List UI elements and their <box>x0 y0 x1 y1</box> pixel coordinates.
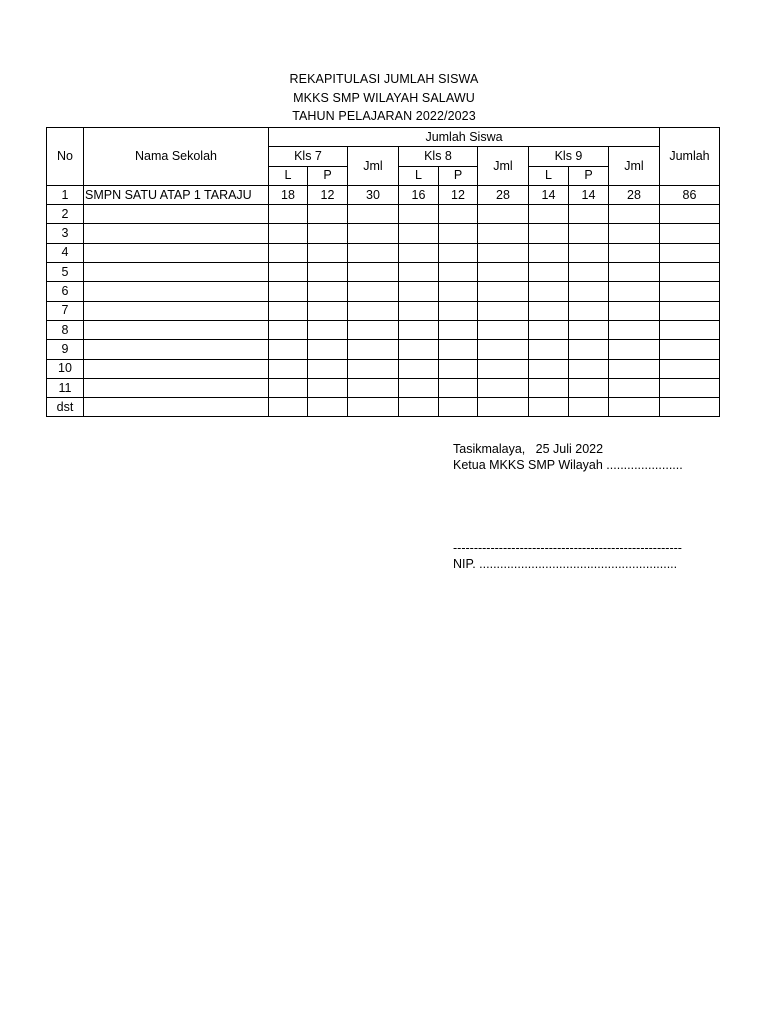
cell-kls7-p <box>308 398 348 417</box>
signature-line: ------------------------------------------------------- <box>453 541 682 555</box>
cell-kls7-p <box>308 301 348 320</box>
cell-kls8-jml <box>478 340 529 359</box>
cell-kls8-p <box>439 301 478 320</box>
table-row <box>47 378 720 397</box>
cell-no: 3 <box>47 224 84 243</box>
document-title <box>0 70 768 126</box>
cell-kls7-l <box>269 340 308 359</box>
cell-kls8-p <box>439 205 478 224</box>
cell-jumlah <box>660 340 720 359</box>
cell-kls9-l <box>529 282 569 301</box>
cell-kls8-l <box>399 301 439 320</box>
cell-kls7-p <box>308 340 348 359</box>
table-row <box>47 205 720 224</box>
cell-jumlah <box>660 205 720 224</box>
cell-kls9-l <box>529 340 569 359</box>
cell-kls8-l <box>399 320 439 339</box>
cell-kls9-jml <box>609 263 660 282</box>
cell-kls7-jml <box>348 398 399 417</box>
cell-kls9-jml <box>609 282 660 301</box>
cell-jumlah <box>660 378 720 397</box>
cell-kls8-l <box>399 398 439 417</box>
cell-kls9-l <box>529 224 569 243</box>
cell-kls8-l <box>399 340 439 359</box>
signature-role: Ketua MKKS SMP Wilayah ...................... <box>453 458 683 472</box>
cell-kls7-p <box>308 320 348 339</box>
cell-kls8-l <box>399 359 439 378</box>
cell-kls8-l <box>399 243 439 262</box>
cell-kls8-jml <box>478 205 529 224</box>
cell-kls9-l <box>529 320 569 339</box>
cell-kls9-jml <box>609 243 660 262</box>
header-kls9-l: L <box>529 166 569 185</box>
cell-kls8-p: 12 <box>439 185 478 204</box>
cell-kls7-l <box>269 243 308 262</box>
cell-kls8-jml <box>478 243 529 262</box>
cell-kls7-jml <box>348 243 399 262</box>
cell-kls7-jml <box>348 378 399 397</box>
cell-no: 5 <box>47 263 84 282</box>
cell-kls8-p <box>439 320 478 339</box>
cell-kls9-jml: 28 <box>609 185 660 204</box>
title-line-2: MKKS SMP WILAYAH SALAWU <box>293 90 475 105</box>
header-jumlah: Jumlah <box>660 128 720 186</box>
cell-kls7-jml <box>348 205 399 224</box>
cell-kls7-jml <box>348 340 399 359</box>
table-row <box>47 398 720 417</box>
cell-kls8-jml <box>478 282 529 301</box>
cell-nama-sekolah <box>84 282 269 301</box>
cell-kls9-jml <box>609 340 660 359</box>
cell-kls9-l <box>529 263 569 282</box>
cell-kls7-jml <box>348 320 399 339</box>
table-row <box>47 359 720 378</box>
cell-kls8-jml <box>478 359 529 378</box>
cell-kls7-p <box>308 378 348 397</box>
cell-kls8-p <box>439 378 478 397</box>
cell-jumlah <box>660 263 720 282</box>
cell-kls8-p <box>439 243 478 262</box>
cell-kls7-jml <box>348 301 399 320</box>
cell-kls9-jml <box>609 378 660 397</box>
cell-kls7-l <box>269 320 308 339</box>
cell-kls7-l <box>269 378 308 397</box>
cell-kls8-jml: 28 <box>478 185 529 204</box>
cell-jumlah <box>660 359 720 378</box>
cell-nama-sekolah <box>84 263 269 282</box>
cell-no: 4 <box>47 243 84 262</box>
cell-kls9-l <box>529 359 569 378</box>
cell-kls9-p <box>569 263 609 282</box>
cell-nama-sekolah <box>84 205 269 224</box>
cell-kls9-jml <box>609 224 660 243</box>
cell-kls7-jml <box>348 359 399 378</box>
cell-kls9-l <box>529 378 569 397</box>
cell-kls9-p: 14 <box>569 185 609 204</box>
cell-jumlah <box>660 243 720 262</box>
cell-no: 9 <box>47 340 84 359</box>
cell-no: 11 <box>47 378 84 397</box>
header-kls8: Kls 8 <box>399 147 478 166</box>
cell-kls9-jml <box>609 320 660 339</box>
cell-jumlah <box>660 320 720 339</box>
cell-kls7-jml: 30 <box>348 185 399 204</box>
cell-kls7-l <box>269 224 308 243</box>
table-row <box>47 301 720 320</box>
cell-kls9-p <box>569 224 609 243</box>
header-kls9: Kls 9 <box>529 147 609 166</box>
cell-kls8-p <box>439 398 478 417</box>
title-line-1: REKAPITULASI JUMLAH SISWA <box>289 72 479 86</box>
cell-kls9-p <box>569 359 609 378</box>
cell-kls7-l <box>269 301 308 320</box>
cell-kls9-p <box>569 282 609 301</box>
cell-kls8-p <box>439 263 478 282</box>
header-kls9-jml: Jml <box>609 147 660 186</box>
cell-kls9-jml <box>609 301 660 320</box>
cell-kls7-l <box>269 263 308 282</box>
signature-block <box>453 441 683 473</box>
table-row <box>47 185 720 204</box>
cell-kls8-jml <box>478 378 529 397</box>
cell-kls9-jml <box>609 359 660 378</box>
cell-nama-sekolah <box>84 243 269 262</box>
cell-no: 10 <box>47 359 84 378</box>
cell-kls8-l <box>399 263 439 282</box>
cell-nama-sekolah <box>84 301 269 320</box>
cell-kls8-l <box>399 378 439 397</box>
table-row <box>47 224 720 243</box>
cell-nama-sekolah <box>84 320 269 339</box>
cell-kls7-l <box>269 398 308 417</box>
cell-kls9-jml <box>609 398 660 417</box>
cell-kls7-jml <box>348 263 399 282</box>
cell-kls7-p <box>308 205 348 224</box>
cell-kls7-p: 12 <box>308 185 348 204</box>
cell-kls7-p <box>308 224 348 243</box>
cell-kls8-jml <box>478 320 529 339</box>
cell-kls8-p <box>439 359 478 378</box>
header-kls8-l: L <box>399 166 439 185</box>
cell-kls8-p <box>439 282 478 301</box>
cell-kls8-l <box>399 224 439 243</box>
table-row <box>47 282 720 301</box>
cell-kls7-l <box>269 205 308 224</box>
table-row <box>47 320 720 339</box>
cell-kls7-l <box>269 359 308 378</box>
nip-field: NIP. ......................................................... <box>453 557 678 571</box>
cell-kls7-jml <box>348 282 399 301</box>
cell-kls9-p <box>569 340 609 359</box>
cell-kls7-l <box>269 282 308 301</box>
cell-no: 7 <box>47 301 84 320</box>
cell-kls9-l <box>529 398 569 417</box>
header-kls7-l: L <box>269 166 308 185</box>
cell-kls8-l: 16 <box>399 185 439 204</box>
cell-kls8-jml <box>478 301 529 320</box>
cell-no: 8 <box>47 320 84 339</box>
recap-table <box>46 127 720 417</box>
signature-area <box>453 540 682 572</box>
header-kls9-p: P <box>569 166 609 185</box>
cell-no: 1 <box>47 185 84 204</box>
header-kls8-p: P <box>439 166 478 185</box>
cell-jumlah <box>660 301 720 320</box>
cell-kls9-p <box>569 205 609 224</box>
cell-nama-sekolah <box>84 378 269 397</box>
cell-kls7-p <box>308 359 348 378</box>
cell-kls9-p <box>569 301 609 320</box>
cell-kls8-l <box>399 205 439 224</box>
cell-kls8-jml <box>478 398 529 417</box>
cell-kls7-p <box>308 263 348 282</box>
cell-nama-sekolah: SMPN SATU ATAP 1 TARAJU <box>84 185 269 204</box>
cell-kls7-p <box>308 282 348 301</box>
cell-kls7-l: 18 <box>269 185 308 204</box>
cell-kls8-l <box>399 282 439 301</box>
cell-kls9-p <box>569 320 609 339</box>
title-line-3: TAHUN PELAJARAN 2022/2023 <box>292 109 476 123</box>
header-kls8-jml: Jml <box>478 147 529 186</box>
cell-kls8-p <box>439 224 478 243</box>
header-no: No <box>47 128 84 186</box>
cell-jumlah <box>660 224 720 243</box>
cell-nama-sekolah <box>84 224 269 243</box>
cell-kls8-p <box>439 340 478 359</box>
cell-kls8-jml <box>478 263 529 282</box>
cell-kls9-l <box>529 243 569 262</box>
cell-no: dst <box>47 398 84 417</box>
cell-kls9-p <box>569 398 609 417</box>
header-kls7: Kls 7 <box>269 147 348 166</box>
cell-kls9-l: 14 <box>529 185 569 204</box>
header-nama-sekolah: Nama Sekolah <box>84 128 269 186</box>
cell-jumlah: 86 <box>660 185 720 204</box>
cell-nama-sekolah <box>84 359 269 378</box>
cell-no: 2 <box>47 205 84 224</box>
cell-kls9-l <box>529 205 569 224</box>
cell-no: 6 <box>47 282 84 301</box>
cell-kls9-p <box>569 243 609 262</box>
cell-jumlah <box>660 398 720 417</box>
cell-kls7-p <box>308 243 348 262</box>
cell-kls9-p <box>569 378 609 397</box>
cell-kls8-jml <box>478 224 529 243</box>
cell-nama-sekolah <box>84 398 269 417</box>
header-kls7-jml: Jml <box>348 147 399 186</box>
table-row <box>47 243 720 262</box>
header-kls7-p: P <box>308 166 348 185</box>
cell-nama-sekolah <box>84 340 269 359</box>
header-jumlah-siswa: Jumlah Siswa <box>269 128 660 147</box>
cell-jumlah <box>660 282 720 301</box>
cell-kls9-l <box>529 301 569 320</box>
table-row <box>47 263 720 282</box>
place-date: Tasikmalaya, 25 Juli 2022 <box>453 442 604 456</box>
cell-kls7-jml <box>348 224 399 243</box>
table-row <box>47 340 720 359</box>
cell-kls9-jml <box>609 205 660 224</box>
